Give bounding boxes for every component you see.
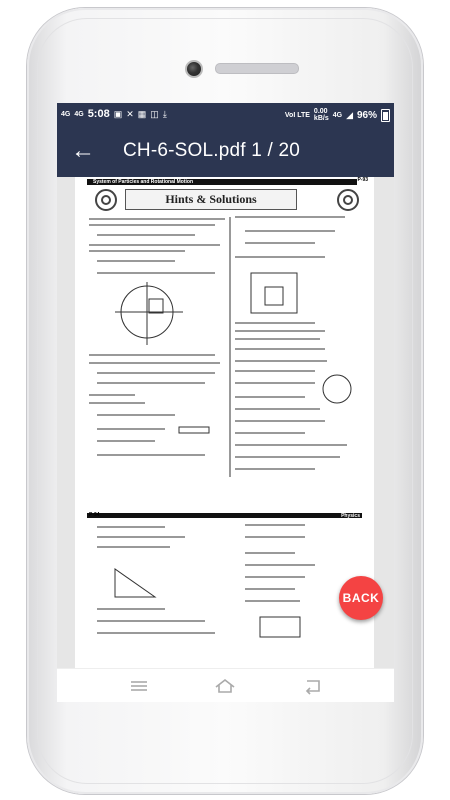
page-content-drawing — [75, 177, 374, 668]
pdf-page — [75, 177, 374, 668]
section-title: Hints & Solutions — [165, 192, 257, 206]
data-speed-unit: kB/s — [313, 115, 329, 122]
volte-indicator: VoI LTE — [284, 111, 310, 119]
settings-icon: ✕ — [126, 108, 134, 119]
home-icon[interactable] — [213, 676, 237, 696]
earpiece-speaker — [215, 63, 299, 74]
page-header-number: P-93 — [357, 177, 368, 183]
battery-percent: 96% — [356, 109, 377, 121]
page-footer-band — [87, 513, 362, 518]
signal-icon: ◢ — [346, 109, 353, 120]
image-icon: ▦ — [137, 108, 147, 119]
front-camera — [185, 60, 203, 78]
network-type-1: 4G — [61, 110, 71, 118]
page-header-text: System of Particles and Rotational Motion — [93, 179, 194, 185]
instagram-icon: ◫ — [150, 108, 159, 119]
back-nav-icon[interactable] — [301, 676, 325, 696]
app-bar — [57, 127, 394, 177]
network-type-2: 4G — [74, 110, 84, 118]
next-page-label: Physics — [341, 513, 360, 519]
back-arrow-icon[interactable]: ← — [71, 137, 95, 164]
next-page-number: P-94 — [89, 512, 100, 518]
status-bar — [57, 103, 394, 127]
recent-apps-icon[interactable] — [127, 676, 151, 696]
data-speed — [314, 108, 329, 122]
download-icon: ⤓ — [162, 108, 167, 119]
status-time: 5:08 — [87, 108, 110, 120]
network-type-3: 4G — [332, 111, 343, 119]
data-speed-value: 0.00 — [313, 108, 328, 115]
document-title: CH-6-SOL.pdf 1 / 20 — [123, 140, 300, 161]
battery-icon — [381, 109, 390, 122]
back-button[interactable]: BACK — [339, 576, 383, 620]
notification-icon: ▣ — [113, 108, 123, 119]
navigation-bar — [57, 668, 394, 702]
device-screen — [57, 103, 394, 702]
